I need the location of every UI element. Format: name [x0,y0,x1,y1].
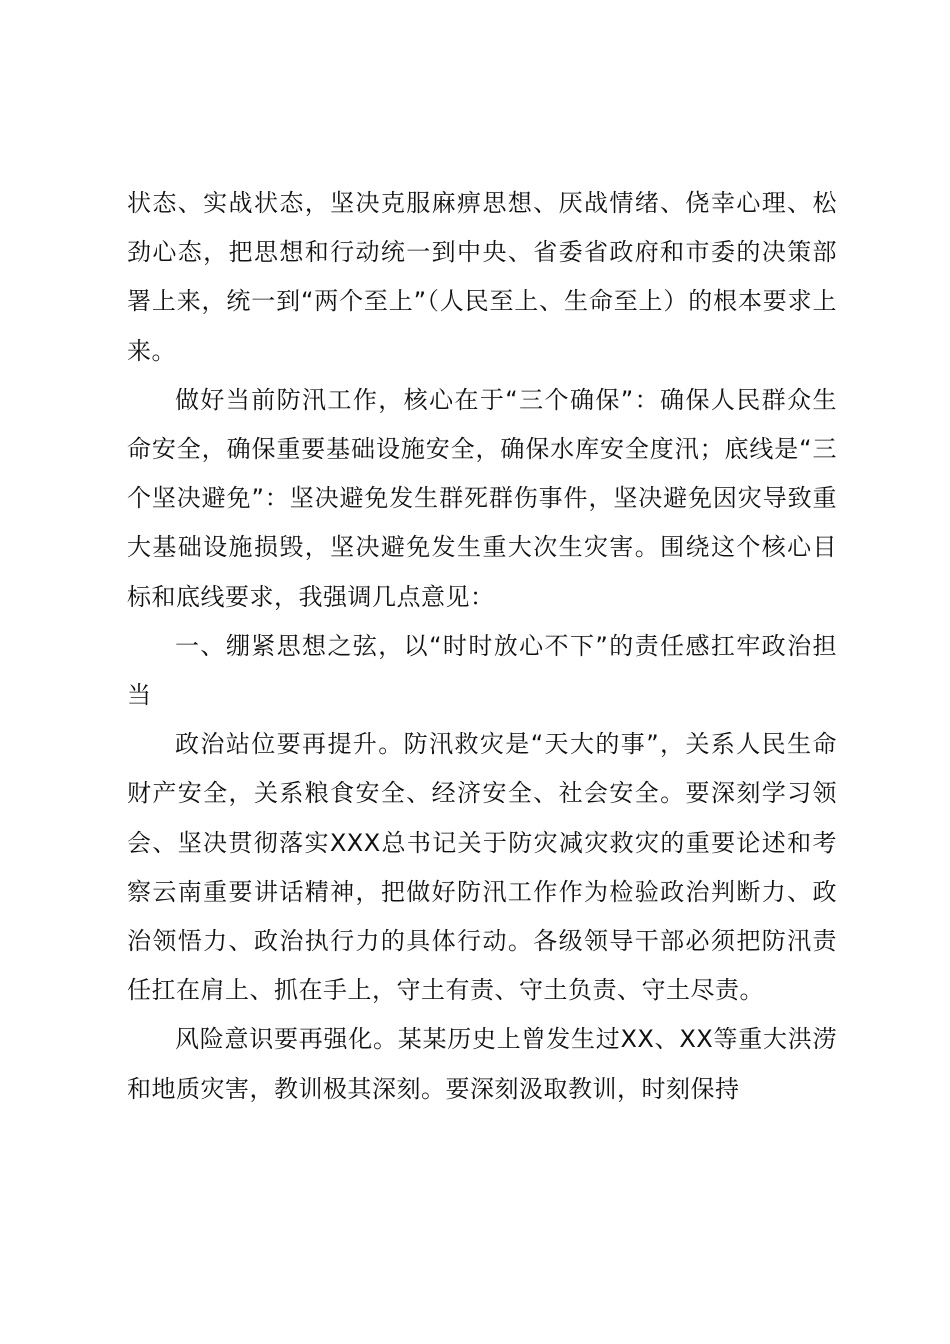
paragraph-political-stance: 政治站位要再提升。防汛救灾是“天大的事”，关系人民生命财产安全，关系粮食安全、经济安全、社会安全。要深刻学习领会、坚决贯彻落实XXX总书记关于防灾减灾救灾的重要论述和考察云南重要讲话精神，把做好防汛工作作为检验政治判断力、政治领悟力、政治执行力的具体行动。各级领导干部必须把防汛责任扛在肩上、抓在手上，守土有责、守土负责、守土尽责。 [127,730,837,1005]
paragraph-core-goals: 做好当前防汛工作，核心在于“三个确保”：确保人民群众生命安全，确保重要基础设施安全，确保水库安全度汛；底线是“三个坚决避免”：坚决避免发生群死群伤事件，坚决避免因灾导致重大基础设施损毁，坚决避免发生重大次生灾害。围绕这个核心目标和底线要求，我强调几点意见： [127,385,837,611]
section-heading-1: 一、绷紧思想之弦，以“时时放心不下”的责任感扛牢政治担当 [127,631,837,710]
document-body [127,179,837,1114]
paragraph-continuation: 状态、实战状态，坚决克服麻痹思想、厌战情绪、侥幸心理、松劲心态，把思想和行动统一到中央、省委省政府和市委的决策部署上来，统一到“两个至上”（人民至上、生命至上）的根本要求上来。 [127,189,837,365]
paragraph-risk-awareness: 风险意识要再强化。某某历史上曾发生过XX、XX等重大洪涝和地质灾害，教训极其深刻。要深刻汲取教训，时刻保持 [127,1025,837,1103]
